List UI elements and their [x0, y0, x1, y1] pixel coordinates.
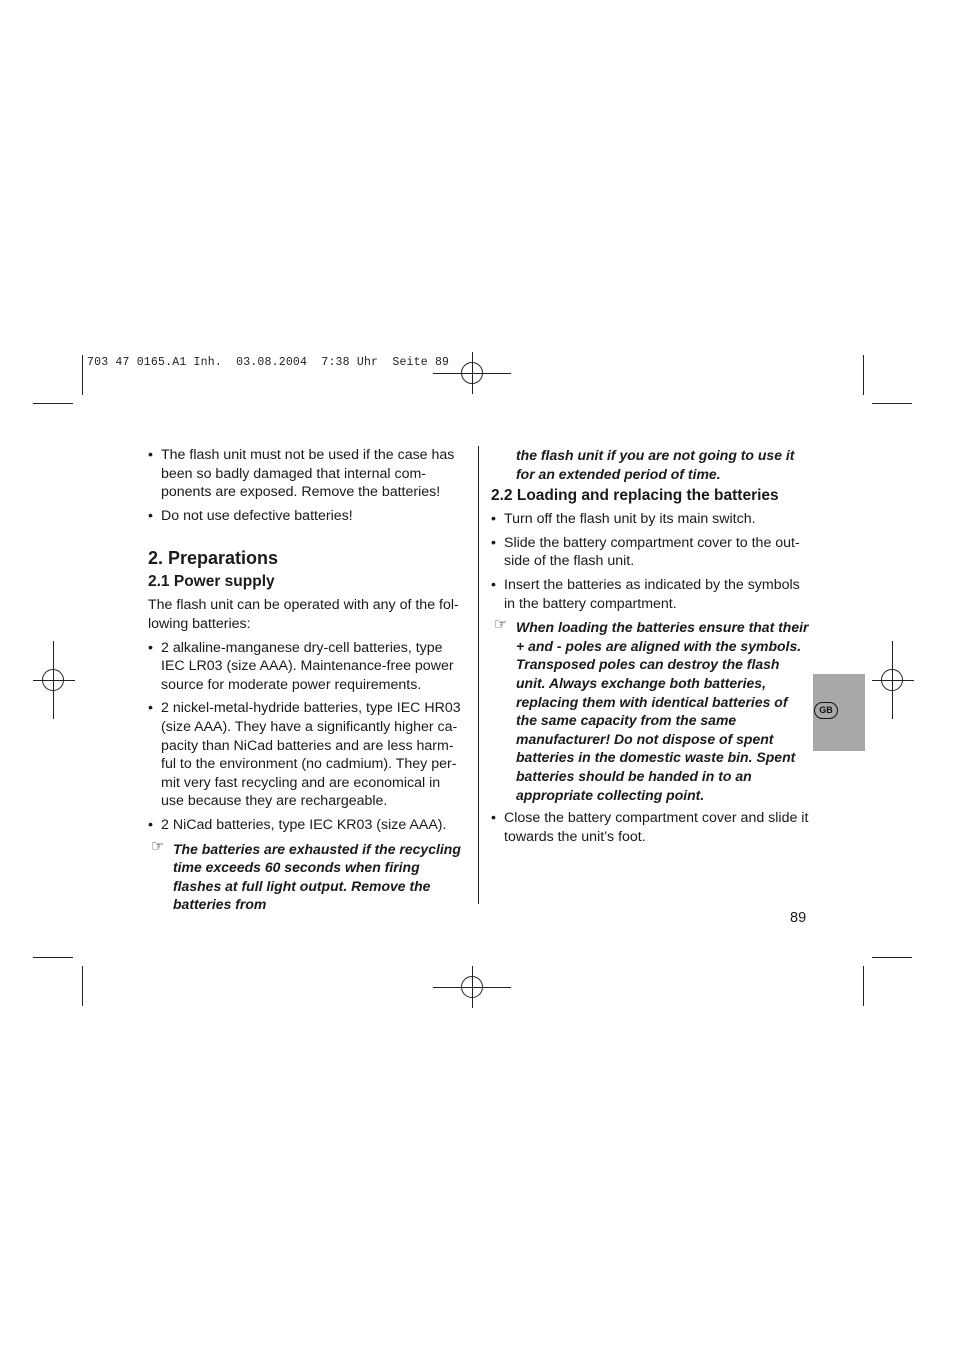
crop-mark — [872, 957, 912, 958]
crop-mark — [33, 403, 73, 404]
crop-mark — [82, 355, 83, 395]
note: ☞ The batteries are exhausted if the recycling time exceeds 60 seconds when firing flashes at full light output. Remove the batteries from — [151, 837, 461, 913]
crop-mark — [33, 957, 73, 958]
subsection-heading: 2.1 Power supply — [148, 573, 275, 591]
crop-mark — [863, 355, 864, 395]
left-column — [148, 446, 466, 914]
print-slug: 703 47 0165.A1 Inh. 03.08.2004 7:38 Uhr Seite 89 — [87, 356, 450, 369]
list-item: • The flash unit must not be used if the case has been so badly damaged that internal com- ponents are exposed. Remove the batteries! — [148, 447, 455, 501]
list-item: • Turn off the flash unit by its main switch. — [491, 511, 756, 528]
page-number: 89 — [790, 910, 807, 926]
right-column — [491, 446, 811, 846]
section-heading: 2. Preparations — [148, 548, 279, 569]
list-item: • Close the battery compartment cover and slide it towards the unit’s foot. — [491, 810, 809, 845]
list-item: • 2 nickel-metal-hydride batteries, type IEC HR03 (size AAA). They have a significantly higher ca- pacity than NiCad batteries and are less harm- ful to the environment (no cadmium). They per- mit very fast recycling and are economical in use because they are rechargeable. — [148, 700, 461, 810]
list-item: • Do not use defective batteries! — [148, 507, 353, 524]
note-continuation: the flash unit if you are not going to use it for an extended period of time. — [516, 447, 795, 482]
list-item: • Slide the battery compartment cover to the out- side of the flash unit. — [491, 534, 800, 570]
pointing-hand-icon: ☞ — [494, 616, 508, 634]
list-item: • 2 alkaline-manganese dry-cell batteries, type IEC LR03 (size AAA). Maintenance-free power source for moderate power requirements. — [148, 639, 454, 693]
list-item: • 2 NiCad batteries, type IEC KR03 (size AAA). — [148, 816, 447, 833]
crop-mark — [863, 966, 864, 1006]
column-divider — [478, 446, 479, 904]
note: ☞ When loading the batteries ensure that their + and - poles are aligned with the symbols. Transposed poles can destroy the flash unit. Always exchange both batteries, replacing them with identical batteries of the same capacity from the same manufacturer! Do not dispose of spent batteries in the domestic waste bin. Spent batteries should be handed in to an appropriate collecting point. — [494, 616, 809, 803]
paragraph: The flash unit can be operated with any of the fol- lowing batteries: — [148, 597, 459, 632]
crop-mark — [82, 966, 83, 1006]
language-badge: GB — [814, 702, 838, 719]
subsection-heading: 2.2 Loading and replacing the batteries — [491, 487, 779, 505]
crop-mark — [872, 403, 912, 404]
pointing-hand-icon: ☞ — [151, 837, 165, 855]
list-item: • Insert the batteries as indicated by the symbols in the battery compartment. — [491, 576, 800, 612]
